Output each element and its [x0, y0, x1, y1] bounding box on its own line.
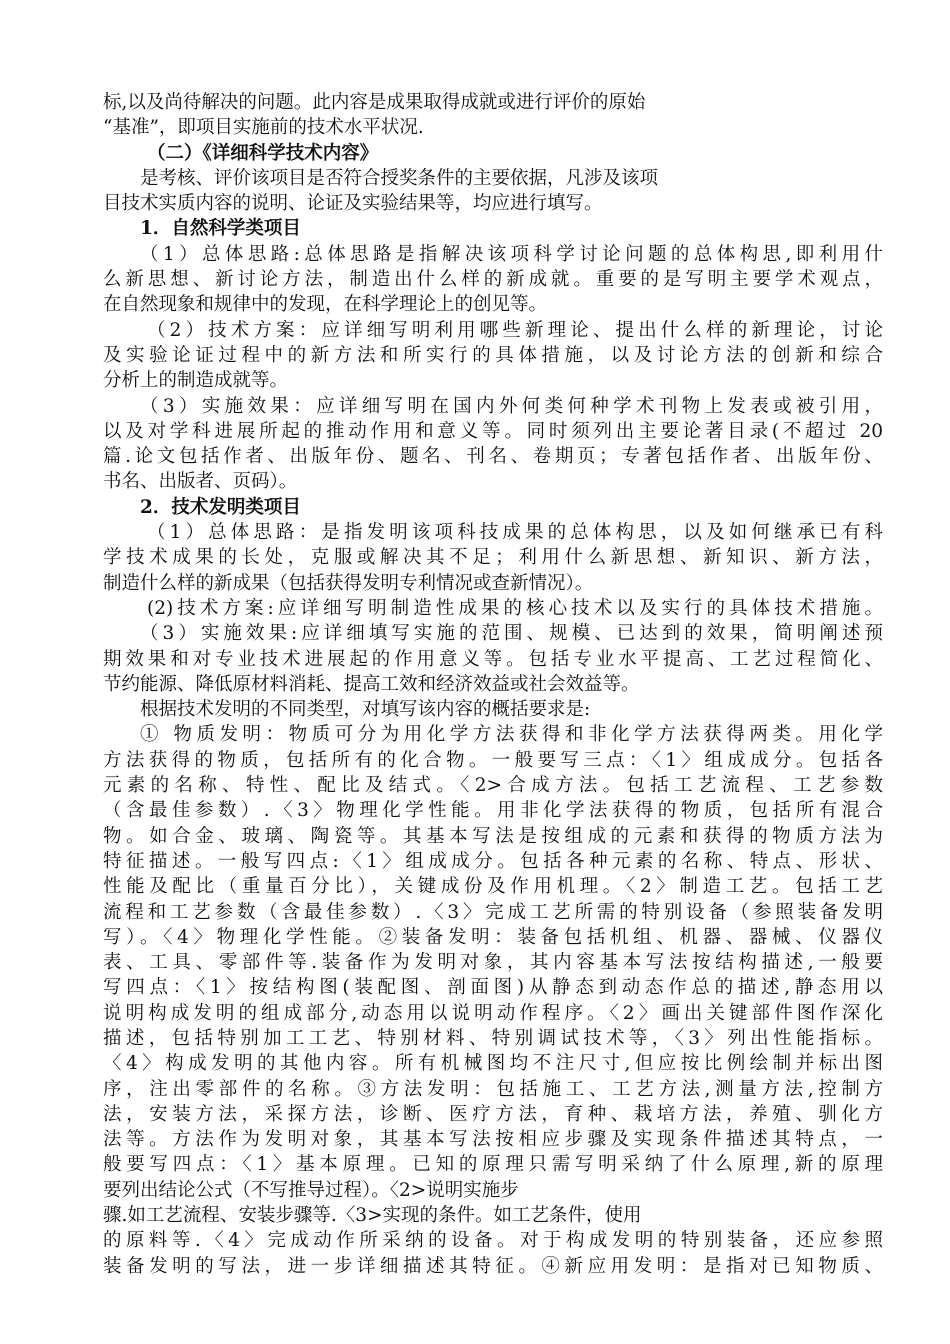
text-line: 的原料等.〈4〉完成动作所采纳的设备。对于构成发明的特别装备，还应参照 — [103, 1230, 883, 1252]
text-line: （含最佳参数）.〈3〉物理化学性能。用非化学法获得的物质，包括所有混合 — [103, 800, 883, 822]
text-line: 流程和工艺参数（含最佳参数）.〈3〉完成工艺所需的特别设备（参照装备发明 — [103, 901, 883, 923]
text-line: （2）技术方案：应详细写明利用哪些新理论、提出什么样的新理论，讨论 — [147, 319, 883, 341]
section-heading: （二）《详细科学技术内容》 — [147, 142, 379, 164]
text-line: 性能及配比（重量百分比），关键成份及作用机理。〈2〉制造工艺。包括工艺 — [103, 876, 883, 898]
text-line: 学技术成果的长处，克服或解决其不足；利用什么新思想、新知识、新方法， — [103, 547, 883, 569]
text-line: （1）总体思路:总体思路是指解决该项科学讨论问题的总体构思,即利用什 — [140, 243, 883, 265]
text-line: ① 物质发明：物质可分为用化学方法获得和非化学方法获得两类。用化学 — [140, 724, 883, 746]
text-line: （3）实施效果:应详细填写实施的范围、规模、已达到的效果，简明阐述预 — [140, 623, 883, 645]
text-line: （1）总体思路：是指发明该项科技成果的总体构思，以及如何继承已有科 — [147, 522, 883, 544]
text-line: 要列出结论公式（不写推导过程）。〈2>说明实施步 — [103, 1179, 519, 1201]
text-line: 〈4〉构成发明的其他内容。所有机械图均不注尺寸,但应按比例绘制并标出图 — [103, 1053, 883, 1075]
text-line: 序，注出零部件的名称。③方法发明：包括施工、工艺方法,测量方法,控制方 — [103, 1078, 883, 1100]
section-heading: 1．自然科学类项目 — [140, 218, 301, 240]
text-line: 物。如合金、玻璃、陶瓷等。其基本写法是按组成的元素和获得的物质方法为 — [103, 825, 883, 847]
text-line: 方法获得的物质，包括所有的化合物。一般要写三点：〈1〉组成成分。包括各 — [103, 749, 883, 771]
text-line: 写）。〈4〉物理化学性能。②装备发明：装备包括机组、机器、器械、仪器仪 — [103, 926, 883, 948]
text-line: 以及对学科进展所起的推动作用和意义等。同时须列出主要论著目录(不超过 20 — [103, 420, 883, 442]
text-line: 表、工具、零部件等.装备作为发明对象，其内容基本写法按结构描述,一般要 — [103, 952, 883, 974]
text-line: 期效果和对专业技术进展起的作用意义等。包括专业水平提高、工艺过程简化、 — [103, 648, 883, 670]
text-line: 般要写四点：〈1〉基本原理。已知的原理只需写明采纳了什么原理,新的原理 — [103, 1154, 883, 1176]
text-line: 节约能源、降低原材料消耗、提高工效和经济效益或社会效益等。 — [103, 673, 640, 695]
text-line: 装备发明的写法，进一步详细描述其特征。④新应用发明：是指对已知物质、 — [103, 1255, 883, 1277]
text-line: 制造什么样的新成果（包括获得发明专利情况或查新情况）。 — [103, 572, 594, 594]
text-line: 标,以及尚待解决的问题。此内容是成果取得成就或进行评价的原始 — [103, 92, 646, 113]
text-line: 特征描述。一般写四点:〈1〉组成成分。包括各种元素的名称、特点、形状、 — [103, 850, 883, 872]
text-line: “基准”，即项目实施前的技术水平状况. — [103, 117, 424, 139]
text-line: 在自然现象和规律中的发现，在科学理论上的创见等。 — [103, 294, 548, 316]
text-line: 法，安装方法，采探方法，诊断、医疗方法，育种、栽培方法，养殖、驯化方 — [103, 1103, 883, 1125]
text-line: (2)技术方案:应详细写明制造性成果的核心技术以及实行的具体技术措施。 — [147, 597, 883, 619]
text-line: 目技术实质内容的说明、论证及实验结果等，均应进行填写。 — [103, 193, 603, 215]
text-line: 是考核、评价该项目是否符合授奖条件的主要依据，凡涉及该项 — [140, 167, 659, 189]
text-line: 元素的名称、特性、配比及结式。〈2>合成方法。包括工艺流程、工艺参数 — [103, 775, 883, 797]
text-line: 及实验论证过程中的新方法和所实行的具体措施，以及讨论方法的创新和综合 — [103, 344, 883, 366]
text-line: 法等。方法作为发明对象，其基本写法按相应步骤及实现条件描述其特点，一 — [103, 1129, 883, 1151]
section-heading: 2．技术发明类项目 — [140, 496, 301, 518]
text-line: 根据技术发明的不同类型，对填写该内容的概括要求是: — [140, 699, 591, 721]
text-line: 分析上的制造成就等。 — [103, 370, 289, 392]
text-line: 么新思想、新讨论方法，制造出什么样的新成就。重要的是写明主要学术观点， — [103, 269, 883, 291]
text-line: （3）实施效果：应详细写明在国内外何类何种学术刊物上发表或被引用， — [140, 395, 883, 417]
text-line: 篇.论文包括作者、出版年份、题名、刊名、卷期页；专著包括作者、出版年份、 — [103, 446, 883, 468]
text-line: 骤.如工艺流程、安装步骤等.〈3>实现的条件。如工艺条件，使用 — [103, 1205, 642, 1227]
text-line: 书名、出版者、页码）。 — [103, 471, 298, 493]
document-page — [103, 90, 883, 1279]
text-line: 描述，包括特别加工工艺、特别材料、特别调试技术等，〈3〉列出性能指标。 — [103, 1027, 883, 1049]
text-line: 写四点：〈1〉按结构图(装配图、剖面图)从静态到动态作总的描述,静态用以 — [103, 977, 883, 999]
text-line: 说明构成发明的组成部分,动态用以说明动作程序。〈2〉画出关键部件图作深化 — [103, 1002, 883, 1024]
